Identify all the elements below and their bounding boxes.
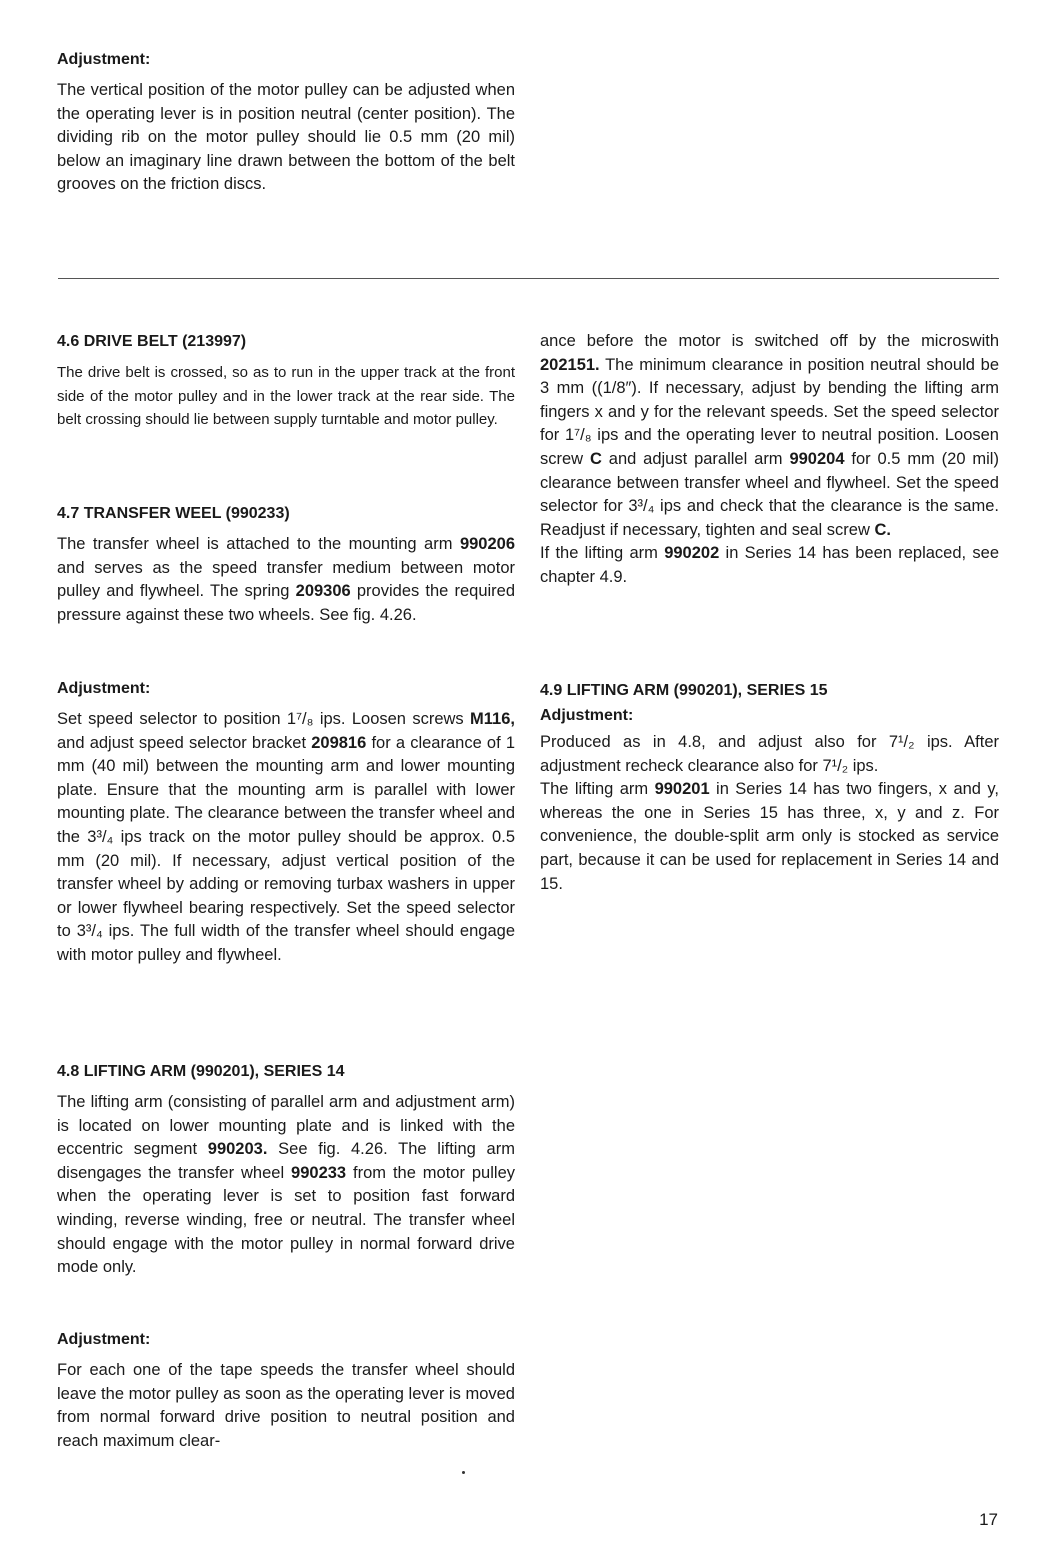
text-run: provides the required pressure against these two wheels. See fig. 4.26. [57, 582, 516, 624]
section-4-9-title: 4.9 LIFTING ARM (990201), SERIES 15 [540, 682, 828, 699]
text-run: in Series 14 has been replaced, see chapter 4.9. [540, 544, 999, 586]
section-divider [58, 278, 999, 279]
continuation-note [540, 542, 999, 589]
section-4-7-adjustment [57, 677, 515, 968]
section-4-8-adjustment-heading: Adjustment: [57, 1331, 151, 1348]
text-run: The lifting arm (consisting of parallel arm and adjustment arm) is located on lower mounting plate and is linked with the eccentric segment [57, 1093, 515, 1159]
section-4-8 [57, 1060, 515, 1280]
text-run: ance before the motor is switched off by the microswith [540, 332, 999, 350]
section-4-8-adjustment-text: For each one of the tape speeds the transfer wheel should leave the motor pulley as soon as the operating lever is moved from normal forward drive position to neutral position and reach maximum clear- [57, 1361, 515, 1450]
section-4-8-text [57, 1091, 515, 1280]
part-number: 990202 [664, 544, 720, 563]
text-run: and adjust parallel arm [608, 449, 783, 468]
text-run: for 0.5 mm (20 mil) clearance between transfer wheel and flywheel. Set the speed selector for 3³/₄ ips and check that the clearance is the same. Readjust if necessary, tighten and seal screw [540, 449, 999, 539]
section-4-7-text [57, 533, 515, 627]
text-run: If the lifting arm [540, 544, 658, 563]
text-run: The minimum clearance in position neutral should be 3 mm ((1/8″). If necessary, adjust by bending the lifting arm fingers x and y for the relevant speeds. Set the speed selector for 1⁷/₈ ips and the operating lever to neutral position. Loosen screw [540, 355, 999, 468]
part-number: 990201 [654, 780, 710, 799]
text-run: and adjust speed selector bracket [57, 733, 307, 752]
text-run: See fig. 4.26. The lifting arm disengages the transfer wheel [57, 1140, 515, 1182]
part-number: 209306 [295, 582, 351, 601]
part-number: 990204 [789, 449, 845, 468]
part-number: 990233 [291, 1163, 347, 1182]
text-run: Set speed selector to position 1⁷/₈ ips. Loosen screws [57, 710, 464, 728]
section-4-6-text: The drive belt is crossed, so as to run in the upper track at the front side of the motor pulley and in the lower track at the rear side. The belt crossing should lie between supply turntable and motor pulley. [57, 364, 515, 428]
section-4-6-title: 4.6 DRIVE BELT (213997) [57, 333, 247, 350]
section-4-7 [57, 502, 515, 627]
section-4-7-title: 4.7 TRANSFER WEEL (990233) [57, 505, 290, 522]
continuation-text [540, 330, 999, 542]
text-run: The transfer wheel is attached to the mounting arm [57, 535, 453, 553]
section-4-9 [540, 679, 999, 896]
section-4-8-continuation [540, 330, 999, 590]
section-4-8-adjustment [57, 1328, 515, 1453]
screw-label: C. [874, 520, 891, 539]
stray-dot [462, 1471, 465, 1474]
part-number: 990203. [207, 1140, 268, 1159]
part-number: 209816 [311, 733, 367, 752]
text-run: from the motor pulley when the operating lever is set to position fast forward winding, reverse winding, free or neutral. The transfer wheel should engage with the motor pulley in normal forward drive mode only. [57, 1163, 515, 1277]
part-number: M116, [470, 710, 515, 728]
section-4-6 [57, 330, 515, 432]
part-number: 202151. [540, 355, 600, 374]
text-run: in Series 14 has two fingers, x and y, whereas the one in Series 15 has three, x, y and z. For convenience, the double-split arm only is stocked as service part, because it can be used for replacement in Series 14 and 15. [540, 780, 999, 893]
top-adjustment-heading: Adjustment: [57, 51, 151, 68]
part-number: 990206 [459, 535, 515, 553]
top-adjustment-block [57, 48, 515, 197]
text-run: and serves as the speed transfer medium between motor pulley and flywheel. The spring [57, 558, 515, 601]
page-number: 17 [979, 1510, 998, 1529]
section-4-9-text: Produced as in 4.8, and adjust also for 7¹/₂ ips. After adjustment recheck clearance also for 7¹/₂ ips. [540, 733, 999, 775]
section-4-9-text-2 [540, 778, 999, 896]
section-4-9-adjustment-heading: Adjustment: [540, 707, 634, 724]
section-4-7-adjustment-heading: Adjustment: [57, 680, 151, 697]
screw-label: C [589, 449, 602, 468]
section-4-8-title: 4.8 LIFTING ARM (990201), SERIES 14 [57, 1063, 345, 1080]
text-run: for a clearance of 1 mm (40 mil) between the mounting arm and lower mounting plate. Ensure that the mounting arm is parallel with lower mounting plate. The clearance between the transfer wheel and the 3³/₄ ips track on the motor pulley should be approx. 0.5 mm (20 mil). If necessary, adjust vertical position of the transfer wheel by adding or removing turbax washers in upper or lower flywheel bearing respectively. Set the speed selector to 3³/₄ ips. The full width of the transfer wheel should engage with motor pulley and flywheel. [57, 733, 516, 964]
section-4-7-adjustment-text [57, 708, 515, 968]
top-adjustment-text: The vertical position of the motor pulley can be adjusted when the operating lever is in position neutral (center position). The dividing rib on the motor pulley should lie 0.5 mm (20 mil) below an imaginary line drawn between the bottom of the belt grooves on the friction discs. [57, 81, 515, 194]
text-run: The lifting arm [540, 780, 649, 799]
